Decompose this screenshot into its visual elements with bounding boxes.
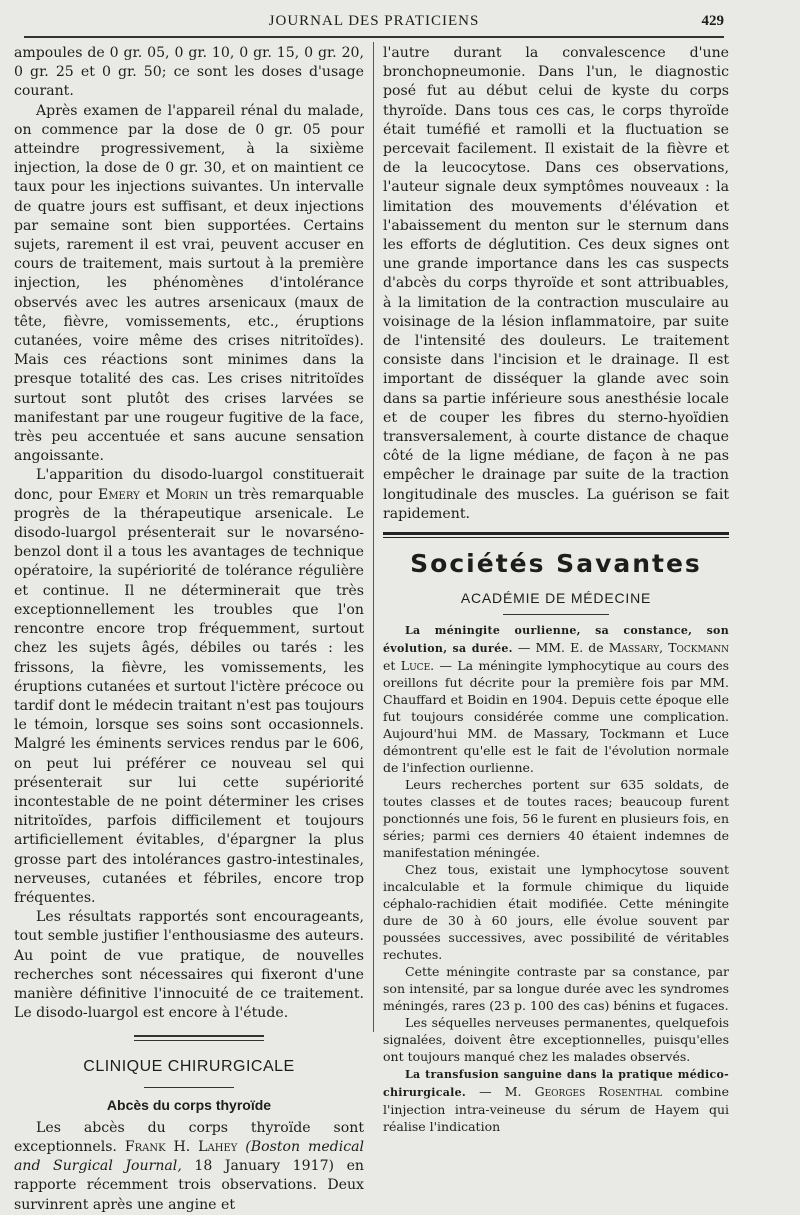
text-span: La méningite lymphocytique au cours des oreillons fut décrite pour la première fois par MM. Chauffard et Boidin en 1904. Depuis cette époque elle fut toujours considérée comme une complication. Aujourd'hui MM. de Massary, Tockmann et Luce démontrent qu'elle est le fait de l'évolution normale de l'infection ourlienne.	[383, 658, 730, 776]
text-span: —	[439, 658, 452, 674]
right-column	[383, 44, 730, 1135]
paragraph	[383, 621, 729, 776]
paragraph	[14, 466, 364, 908]
section-rule	[134, 1035, 264, 1041]
author-name: Georges Rosenthal	[534, 1084, 663, 1100]
report-heading: La transfusion sanguine dans la pratique médico-chirurgicale.	[383, 1068, 729, 1100]
subsection-title: ACADÉMIE DE MÉDECINE	[460, 590, 652, 607]
running-header	[24, 10, 724, 38]
paragraph: Chez tous, existait une lymphocytose souvent incalculable et la formule chimique du liquide céphalo-rachidien était modifiée. Cette méningite dure de 30 à 60 jours, elle évolue souvent par poussées successives, avec possibilité de véritables rechutes.	[383, 862, 729, 963]
paragraph: Les résultats rapportés sont encourageants, tout semble justifier l'enthousiasme des auteurs. Au point de vue pratique, de nouvelles recherches sont nécessaires qui fixeront d'une manière définitive l'innocuité de ce traitement. Le disodo-luargol est encore à l'étude.	[14, 909, 364, 1022]
report-block	[383, 621, 729, 1135]
text-span: un très remarquable progrès de la thérapeutique arsenicale. Le disodo-luargol présenterait sur le novarséno-benzol dont il a tous les avantages de technique opératoire, la supériorité de tolérance régulière et continue. Il ne déterminerait que très exceptionnellement les troubles que l'on rencontre encore trop fréquemment, surtout chez les sujets âgés, débiles ou tarés : les frissons, la fièvre, les vomissements, les éruptions cutanées et surtout l'ictère précoce ou tardif dont le médecin traitant n'est pas toujours le témoin, lorsque ses soins sont occasionnels. Malgré les éminents services rendus par le 606, on peut lui préférer ce nouveau sel qui présenterait sur lui cette supériorité incontestable de ne point déterminer les crises nitritoïdes, parfois difficilement et toujours artificiellement évitables, d'épargner la plus grosse part des intolérances gastro-intestinales, nerveuses, cutanées et fébriles, encore trop fréquentes.	[14, 486, 365, 906]
paragraph: Les séquelles nerveuses permanentes, quelquefois signalées, doivent être exceptionnelles, puisqu'elles ont toujours manqué chez les malades observés.	[383, 1015, 729, 1065]
text-span: — M.	[479, 1084, 522, 1100]
report-heading: La méningite ourlienne, sa constance, son évolution, sa durée.	[383, 624, 729, 656]
journal-reference: (Boston medical and Surgical Journal,	[14, 1138, 365, 1175]
page-number: 429	[701, 13, 724, 29]
text-span: Les abcès du corps thyroïde sont exceptionnels.	[14, 1119, 364, 1155]
text-span: — MM. E. de	[517, 640, 604, 656]
text-span: L'apparition du disodo-luargol constituerait donc, pour	[14, 467, 364, 503]
paragraph	[14, 1119, 364, 1215]
author-name: Luce.	[400, 658, 435, 674]
journal-title: JOURNAL DES PRATICIENS	[268, 13, 480, 29]
section-title: Sociétés Savantes	[410, 549, 702, 579]
section-title: CLINIQUE CHIRURGICALE	[83, 1058, 295, 1076]
column-divider	[373, 42, 374, 1032]
paragraph	[383, 1065, 729, 1135]
paragraph: Leurs recherches portent sur 635 soldats, de toutes classes et de toutes races; beaucoup furent ponctionnés une fois, 56 le furent en plusieurs fois, en séries; parmi ces derniers 40 étaient indemnes de manifestation méningée.	[383, 777, 729, 861]
author-name: Morin	[165, 486, 209, 503]
section-rule	[383, 532, 729, 538]
author-name: Frank H. Lahey	[124, 1138, 238, 1155]
subsection-rule	[503, 614, 609, 615]
text-span: 18 January 1917) en rapporte récemment trois observations. Deux survinrent après une angine et	[14, 1158, 365, 1213]
paragraph: Cette méningite contraste par sa constance, par son intensité, par sa longue durée avec les syndromes méningés, rares (23 p. 100 des cas) bénins et fugaces.	[383, 964, 729, 1014]
section-rule	[144, 1087, 234, 1088]
text-span: et	[145, 486, 160, 503]
paragraph: ampoules de 0 gr. 05, 0 gr. 10, 0 gr. 15, 0 gr. 20, 0 gr. 25 et 0 gr. 50; ce sont les doses d'usage courant.	[14, 45, 364, 100]
author-name: Tockmann	[668, 640, 729, 656]
left-column	[14, 44, 365, 1213]
paragraph: l'autre durant la convalescence d'une bronchopneumonie. Dans l'un, le diagnostic posé fut au début celui de kyste du corps thyroïde. Dans tous ces cas, le corps thyroïde était tuméfié et ramolli et la fluctuation se percevait facilement. Il existait de la fièvre et de la leucocytose. Dans ces observations, l'auteur signale deux symptômes nouveaux : la limitation des mouvements d'élévation et l'abaissement du menton sur le sternum dans les efforts de déglutition. Ces deux signes ont une grande importance dans les cas suspects d'abcès du corps thyroïde et sont attribuables, à la limitation de la contraction musculaire au voisinage de la lésion inflammatoire, par suite de l'intensité des douleurs. Le traitement consiste dans l'incision et le drainage. Il est important de disséquer la glande avec soin dans sa partie inférieure sous anesthésie locale et de couper les fibres du sterno-hyoïdien transversalement, à courte distance de chaque côté de la ligne médiane, de façon à ne pas empêcher le drainage par suite de la traction longitudinale des muscles. La guérison se fait rapidement.	[383, 45, 729, 522]
author-name: Massary,	[608, 640, 664, 656]
text-span: combine l'injection intra-veineuse du sérum de Hayem qui réalise l'indication	[383, 1084, 729, 1135]
author-name: Emery	[98, 486, 140, 503]
article-title: Abcès du corps thyroïde	[106, 1096, 272, 1113]
paragraph: Après examen de l'appareil rénal du malade, on commence par la dose de 0 gr. 05 pour atteindre progressivement, à la sixième injection, la dose de 0 gr. 30, et on maintient ce taux pour les injections suivantes. Un intervalle de quatre jours est suffisant, et deux injections par semaine sont bien supportées. Certains sujets, rarement il est vrai, peuvent accuser en cours de traitement, mais surtout à la première injection, les phénomènes d'intolérance observés avec les autres arsenicaux (maux de tête, fièvre, vomissements, etc., éruptions cutanées, voire même des crises nitritoïdes). Mais ces réactions sont minimes dans la presque totalité des cas. Les crises nitritoïdes surtout sont plutôt des crises larvées se manifestant par une rougeur fugitive de la face, très peu accentuée et sans aucune sensation angoissante.	[14, 102, 364, 465]
text-span: et	[383, 658, 396, 674]
